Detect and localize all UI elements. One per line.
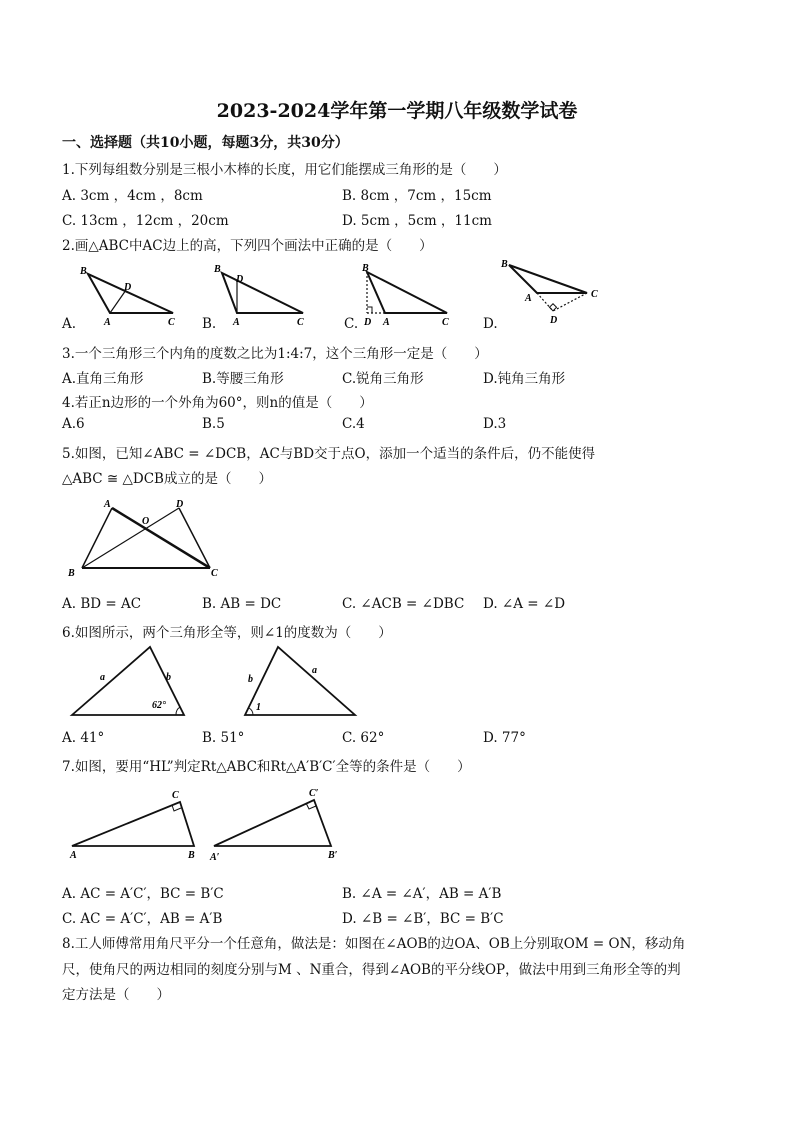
label-c-prime: C′ (309, 788, 319, 799)
q5-option-c[interactable]: C. ∠ACB = ∠DBC (342, 596, 465, 612)
q6-option-a[interactable]: A. 41° (62, 730, 105, 746)
q2-stem: 2.画△ABC中AC边上的高，下列四个画法中正确的是（ ） (62, 238, 433, 254)
section-heading: 一、选择题（共10小题，每题3分，共30分） (62, 135, 349, 151)
q1-option-c[interactable]: C. 13cm ，12cm ，20cm (62, 213, 229, 229)
label-a: A (70, 850, 77, 861)
angle-62-label: 62° (152, 700, 166, 711)
label-o: O (142, 516, 150, 527)
label-b-prime: B′ (328, 850, 338, 861)
angle-arc (176, 707, 180, 715)
label-b: B (188, 850, 195, 861)
q7-option-b[interactable]: B. ∠A = ∠A′，AB = A′B (342, 886, 502, 902)
q5-option-d[interactable]: D. ∠A = ∠D (483, 596, 566, 612)
label-a: A (104, 499, 111, 510)
label-d: D (124, 282, 132, 293)
q4-option-d[interactable]: D.3 (483, 416, 507, 432)
label-b: b (166, 672, 171, 683)
triangle-shape (88, 274, 173, 313)
q4-option-c[interactable]: C.4 (342, 416, 365, 432)
q7-option-d[interactable]: D. ∠B = ∠B′，BC = B′C (342, 911, 504, 927)
label-b: B (214, 264, 221, 275)
q6-option-d[interactable]: D. 77° (483, 730, 526, 746)
label-a-prime: A′ (210, 852, 220, 863)
q7-figure-right (206, 784, 356, 864)
label-d: D (176, 499, 184, 510)
q2-option-c[interactable]: C. (344, 316, 359, 332)
q2-figure-a (60, 262, 190, 332)
q1-option-d[interactable]: D. 5cm ，5cm ，11cm (342, 213, 492, 229)
q4-stem: 4.若正n边形的一个外角为60°，则n的值是（ ） (62, 395, 373, 411)
label-d: D (236, 274, 244, 285)
label-d: D (364, 317, 372, 328)
q2-option-b[interactable]: B. (202, 316, 217, 332)
q6-option-b[interactable]: B. 51° (202, 730, 245, 746)
triangle-shape (245, 647, 355, 715)
triangle-shape (367, 272, 447, 313)
q1-option-a[interactable]: A. 3cm ，4cm ，8cm (62, 188, 203, 204)
label-c: C (297, 317, 304, 328)
right-angle-mark (172, 805, 181, 811)
label-b: B (362, 263, 369, 274)
q7-option-c[interactable]: C. AC = A′C′，AB = A′B (62, 911, 223, 927)
q4-option-a[interactable]: A.6 (62, 416, 85, 432)
label-c: C (168, 317, 175, 328)
label-a: A (104, 317, 111, 328)
q3-option-c[interactable]: C.锐角三角形 (342, 371, 424, 387)
q5-option-a[interactable]: A. BD = AC (62, 596, 142, 612)
q6-figure-left (62, 640, 222, 720)
q3-option-b[interactable]: B.等腰三角形 (202, 371, 284, 387)
q6-stem: 6.如图所示，两个三角形全等，则∠1的度数为（ ） (62, 625, 392, 641)
q7-option-a[interactable]: A. AC = A′C′，BC = B′C (62, 886, 224, 902)
q2-figure-b (200, 262, 330, 332)
q5-stem-line1: 5.如图，已知∠ABC = ∠DCB，AC与BD交于点O，添加一个适当的条件后，仍不能使得 (62, 446, 596, 462)
label-c: C (442, 317, 449, 328)
q7-stem: 7.如图，要用“HL”判定Rt△ABC和Rt△A′B′C′全等的条件是（ ） (62, 759, 471, 775)
label-a: A (383, 317, 390, 328)
height-line (110, 290, 126, 313)
right-angle-mark (549, 304, 556, 311)
label-c: C (172, 790, 179, 801)
q5-option-b[interactable]: B. AB = DC (202, 596, 282, 612)
label-b: b (248, 674, 253, 685)
q1-option-b[interactable]: B. 8cm ，7cm ，15cm (342, 188, 492, 204)
label-b: B (501, 259, 508, 270)
q6-figure-right (230, 640, 370, 720)
label-c: C (591, 289, 598, 300)
triangle-shape (72, 802, 194, 846)
triangle-shape (509, 265, 587, 293)
label-a: a (100, 672, 105, 683)
label-b: B (80, 266, 87, 277)
q5-figure (62, 496, 232, 586)
label-a: A (525, 293, 532, 304)
q5-stem-line2: △ABC ≅ △DCB成立的是（ ） (62, 471, 272, 487)
q8-line1: 8.工人师傅常用角尺平分一个任意角，做法是：如图在∠AOB的边OA、OB上分别取OM = ON，移动角 (62, 936, 686, 952)
q6-option-c[interactable]: C. 62° (342, 730, 385, 746)
triangle-shape (222, 273, 303, 313)
q2-figure-d (495, 256, 615, 331)
angle-1-label: 1 (256, 702, 261, 713)
angle-arc (249, 708, 253, 715)
q7-figure-left (62, 784, 212, 864)
page-title: 2023-2024学年第一学期八年级数学试卷 (216, 100, 578, 122)
q3-stem: 3.一个三角形三个内角的度数之比为1:4:7，这个三角形一定是（ ） (62, 346, 488, 362)
q3-option-a[interactable]: A.直角三角形 (62, 371, 144, 387)
q1-stem: 1.下列每组数分别是三根小木棒的长度，用它们能摆成三角形的是（ ） (62, 162, 507, 178)
q3-option-d[interactable]: D.钝角三角形 (483, 371, 566, 387)
label-a: a (312, 665, 317, 676)
q2-figure-c (355, 262, 485, 332)
q2-option-d[interactable]: D. (483, 316, 498, 332)
q8-line3: 定方法是（ ） (62, 987, 170, 1003)
label-d: D (550, 315, 558, 326)
q4-option-b[interactable]: B.5 (202, 416, 225, 432)
q2-option-a[interactable]: A. (62, 316, 77, 332)
right-angle-mark (367, 307, 372, 313)
q8-line2: 尺，使角尺的两边相同的刻度分别与M 、N重合，得到∠AOB的平分线OP，做法中用到三角形全等的判 (62, 962, 681, 978)
label-c: C (211, 568, 218, 579)
label-b: B (68, 568, 75, 579)
label-a: A (233, 317, 240, 328)
